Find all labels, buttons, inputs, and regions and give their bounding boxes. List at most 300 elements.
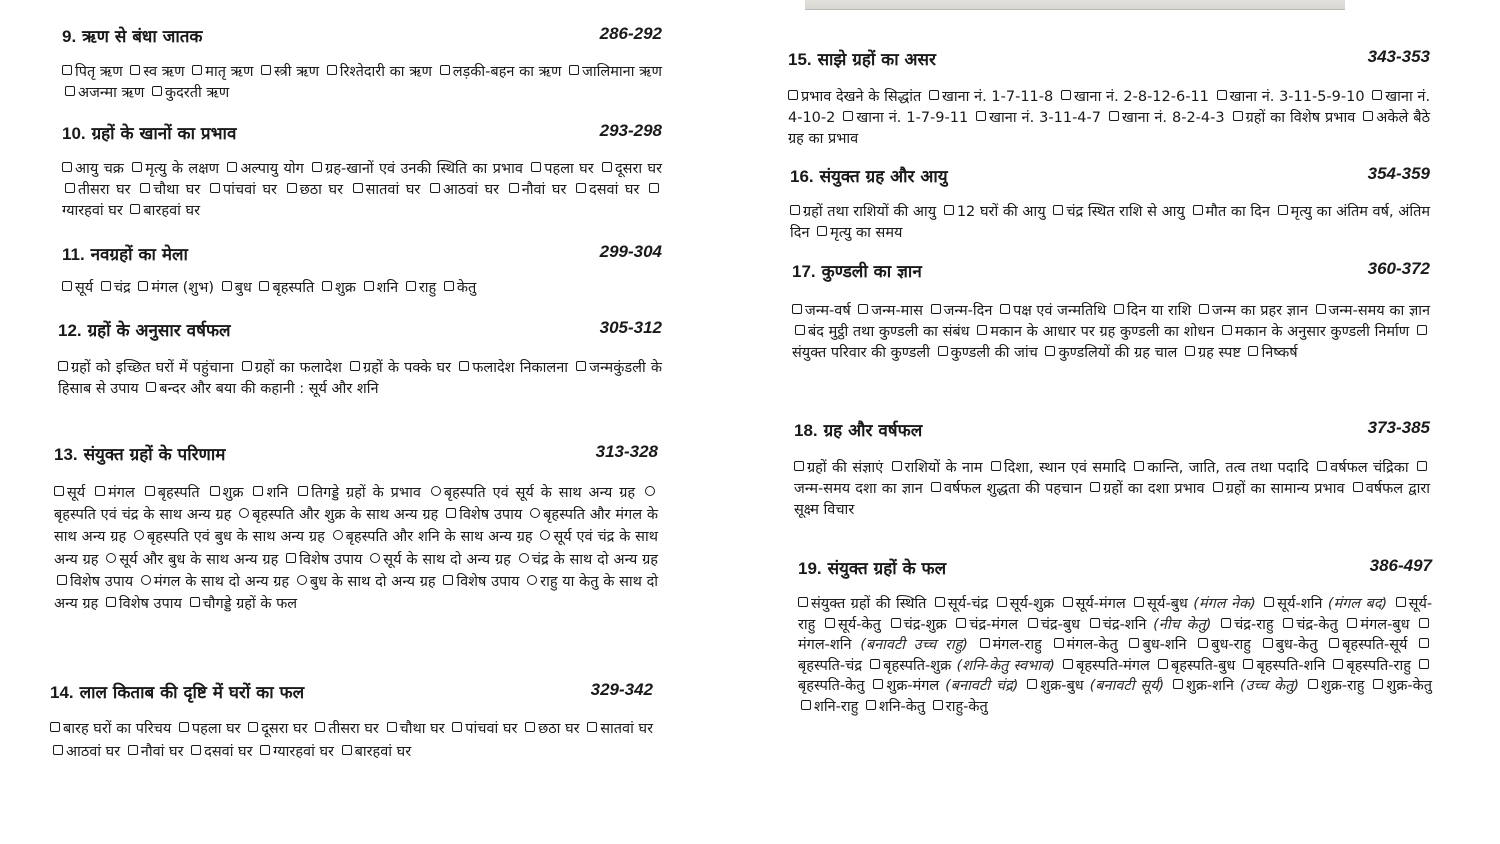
topic-text: संयुक्त ग्रहों की स्थिति [811, 596, 927, 612]
topic-item [1344, 617, 1409, 633]
topic-item [176, 721, 241, 737]
topic-item [1131, 596, 1256, 612]
checkbox-bullet-icon [322, 281, 332, 291]
chapter-15 [788, 47, 1430, 150]
topic-item [1051, 637, 1118, 653]
topic-item [798, 596, 926, 612]
topic-text: ग्रहों का दशा प्रभाव [1103, 481, 1205, 497]
checkbox-bullet-icon [152, 86, 162, 96]
checkbox-bullet-icon [873, 679, 883, 689]
topic-text: दसवां घर [204, 744, 253, 760]
checkbox-bullet-icon [931, 482, 941, 492]
topic-text: सातवां घर [365, 182, 421, 198]
checkbox-bullet-icon [287, 183, 297, 193]
chapter-title: 13. संयुक्त ग्रहों के परिणाम [54, 445, 226, 465]
topic-item [309, 161, 523, 177]
topic-item [92, 485, 135, 501]
checkbox-bullet-icon [190, 597, 200, 607]
checkbox-bullet-icon [794, 461, 804, 471]
topic-text: मंगल के साथ दो अन्य ग्रह [153, 573, 290, 590]
circle-bullet-icon [540, 530, 550, 540]
topic-text: मंगल-शनि [798, 637, 852, 653]
checkbox-bullet-icon [222, 281, 232, 291]
checkbox-bullet-icon [210, 183, 220, 193]
circle-bullet-icon [370, 553, 380, 563]
topic-text: ग्यारहवां घर [273, 744, 334, 760]
topic-text: चंद्र [113, 280, 131, 296]
topic-item [1182, 345, 1241, 361]
topic-item [224, 161, 303, 177]
topic-item [103, 552, 278, 568]
topic-text: दूसरा घर [261, 721, 308, 737]
checkbox-bullet-icon [801, 700, 811, 710]
topic-text: संयुक्त परिवार की कुण्डली [792, 345, 931, 361]
topic-item [239, 360, 342, 376]
topic-text: पितृ ऋण [75, 64, 123, 80]
page-range: 373-385 [1367, 418, 1430, 437]
topic-text: मकान के अनुसार कुण्डली निर्माण [1235, 324, 1410, 340]
topic-item [930, 699, 988, 715]
topic-item [339, 744, 412, 760]
topic-item [257, 744, 334, 760]
checkbox-bullet-icon [1263, 638, 1273, 648]
topic-text: ग्रह-खानों एवं उनकी स्थिति का प्रभाव [325, 161, 523, 177]
topic-text: सूर्य-मंगल [1075, 596, 1126, 612]
checkbox-bullet-icon [130, 65, 140, 75]
topic-text: बुध-राहु [1211, 637, 1251, 653]
topic-item [250, 485, 288, 501]
topic-text: मंगल-बुध [1360, 616, 1410, 633]
topic-text: कुण्डली की जांच [950, 345, 1038, 361]
checkbox-bullet-icon [531, 162, 541, 172]
topic-text: विशेष उपाय [299, 551, 363, 568]
topic-item [403, 280, 436, 296]
checkbox-bullet-icon [440, 65, 450, 75]
topic-item [127, 64, 184, 80]
checkbox-bullet-icon [1053, 205, 1063, 215]
topic-text: मंगल [108, 485, 135, 501]
topic-text: मकान के आधार पर ग्रह कुण्डली का शोधन [990, 324, 1215, 340]
topic-text: सूर्य-केतु [838, 616, 881, 633]
topic-item [1060, 658, 1150, 674]
checkbox-bullet-icon [1222, 325, 1232, 335]
topic-item [977, 637, 1042, 653]
checkbox-bullet-icon [140, 183, 150, 193]
topic-text: बंद मुट्ठी तथा कुण्डली का संबंध [808, 324, 970, 340]
checkbox-bullet-icon [1353, 482, 1363, 492]
topic-item [867, 658, 1055, 674]
topic-item [187, 596, 298, 612]
checkbox-bullet-icon [350, 361, 360, 371]
checkbox-bullet-icon [1199, 304, 1209, 314]
topic-text: चौथा घर [399, 721, 445, 737]
topic-text: शुक्र-शनि [1186, 678, 1234, 694]
topic-text: नौवां घर [140, 744, 184, 760]
topic-item [142, 485, 200, 501]
checkbox-bullet-icon [145, 486, 155, 496]
chapter-topics [788, 87, 1430, 150]
topic-item [953, 617, 1018, 633]
topic-text: सूर्य-राहु [798, 596, 1433, 633]
checkbox-bullet-icon [1419, 638, 1429, 648]
topic-text: खाना नं. 3-11-4-7 [989, 110, 1101, 126]
chapter-topics [62, 278, 662, 299]
topic-text: वर्षफल शुद्धता की पहचान [943, 481, 1083, 497]
checkbox-bullet-icon [58, 361, 68, 371]
checkbox-bullet-icon [65, 86, 75, 96]
topic-item [814, 225, 902, 241]
topic-text: पहला घर [191, 721, 241, 737]
topic-text: चंद्र-राहु [1234, 616, 1274, 633]
topic-item [1214, 89, 1365, 105]
topic-text: जन्म का प्रहर ज्ञान [1211, 303, 1308, 319]
topic-item [1305, 678, 1365, 694]
topic-text: अल्पायु योग [240, 161, 304, 177]
checkbox-bullet-icon [298, 486, 308, 496]
topic-item [506, 182, 567, 198]
checkbox-bullet-icon [364, 281, 374, 291]
circle-bullet-icon [645, 486, 655, 496]
topic-text: कुण्डलियों की ग्रह चाल [1058, 345, 1178, 361]
topic-text: राहु [418, 280, 437, 296]
checkbox-bullet-icon [1063, 597, 1073, 607]
topic-note: (बनावटी सूर्य) [1089, 678, 1165, 694]
topic-note: (मंगल बद) [1327, 596, 1388, 612]
checkbox-bullet-icon [50, 722, 60, 732]
topic-text: आठवां घर [66, 744, 121, 760]
chapter-14 [50, 680, 653, 764]
topic-item [792, 303, 851, 319]
topic-text: तीसरा घर [328, 721, 379, 737]
topic-text: मृत्यु का अंतिम वर्ष, अंतिम दिन [790, 204, 1431, 241]
checkbox-bullet-icon [977, 325, 987, 335]
checkbox-bullet-icon [191, 745, 201, 755]
topic-item [1060, 596, 1126, 612]
circle-bullet-icon [141, 575, 151, 585]
topic-item [1230, 110, 1356, 126]
topic-item [573, 182, 639, 198]
checkbox-bullet-icon [576, 183, 586, 193]
checkbox-bullet-icon [788, 90, 798, 100]
checkbox-bullet-icon [57, 575, 67, 585]
chapter-title: 11. नवग्रहों का मेला [62, 245, 188, 265]
checkbox-bullet-icon [62, 162, 72, 172]
checkbox-bullet-icon [1129, 638, 1139, 648]
checkbox-bullet-icon [452, 722, 462, 732]
topic-note: (उच्च केतु) [1239, 678, 1300, 694]
checkbox-bullet-icon [260, 745, 270, 755]
topic-item [1042, 345, 1177, 361]
checkbox-bullet-icon [649, 183, 659, 193]
checkbox-bullet-icon [443, 575, 453, 585]
topic-text: बृहस्पति एवं चंद्र के साथ अन्य ग्रह [54, 507, 232, 524]
topic-item [1024, 678, 1164, 694]
checkbox-bullet-icon [1333, 659, 1343, 669]
topic-note: (नीच केतु) [1153, 616, 1212, 633]
topic-text: चंद्र-बुध [1040, 616, 1081, 633]
topic-text: अजन्मा ऋण [78, 85, 145, 101]
topic-text: बारहवां घर [354, 744, 412, 760]
topic-item [361, 280, 399, 296]
topic-text: राहु या केतु के साथ दो अन्य ग्रह [54, 573, 659, 613]
topic-item [143, 381, 378, 397]
topic-text: छठा घर [538, 721, 580, 737]
topic-item [207, 485, 244, 501]
topic-item [125, 744, 184, 760]
topic-text: मृत्यु के लक्षण [145, 161, 220, 177]
chapter-topics [790, 202, 1430, 244]
topic-item [822, 617, 881, 633]
topic-text: खाना नं. 8-2-4-3 [1121, 110, 1225, 126]
topic-text: बन्दर और बया की कहानी : सूर्य और शनि [159, 381, 379, 397]
topic-item [935, 345, 1038, 361]
chapter-title: 18. ग्रह और वर्षफल [794, 421, 923, 441]
checkbox-bullet-icon [261, 65, 271, 75]
topic-text: ग्रहों के पक्के घर [363, 360, 452, 376]
topic-item [1313, 303, 1431, 319]
checkbox-bullet-icon [1233, 111, 1243, 121]
topic-item [1240, 658, 1325, 674]
topic-text: सूर्य-शुक्र [1009, 596, 1055, 612]
checkbox-bullet-icon [1045, 346, 1055, 356]
topic-text: ग्रह स्पष्ट [1197, 345, 1241, 361]
topic-text: स्व ऋण [143, 64, 185, 80]
chapter-topics [62, 62, 662, 104]
topic-item [1260, 637, 1318, 653]
topic-text: मातृ ऋण [205, 64, 254, 80]
checkbox-bullet-icon [387, 722, 397, 732]
topic-item [294, 574, 436, 590]
checkbox-bullet-icon [1000, 304, 1010, 314]
topic-item [219, 280, 252, 296]
topic-item [928, 303, 993, 319]
topic-item [98, 280, 131, 296]
topic-text: पहला घर [544, 161, 594, 177]
chapter-title: 12. ग्रहों के अनुसार वर्षफल [58, 321, 231, 341]
topic-item [138, 574, 289, 590]
checkbox-bullet-icon [1264, 597, 1274, 607]
checkbox-bullet-icon [1243, 659, 1253, 669]
topic-item [1111, 303, 1191, 319]
topic-text: जन्म-वर्ष [805, 303, 851, 319]
topic-item [443, 507, 522, 523]
checkbox-bullet-icon [353, 183, 363, 193]
topic-item [1025, 617, 1080, 633]
topic-text: खाना नं. 3-11-5-9-10 [1229, 89, 1365, 105]
topic-text: शुक्र-केतु [1386, 678, 1432, 694]
checkbox-bullet-icon [938, 346, 948, 356]
topic-note: (शनि-केतु स्वभाव) [956, 657, 1055, 674]
checkbox-bullet-icon [132, 162, 142, 172]
topic-text: जन्म-समय दशा का ज्ञान [794, 481, 923, 497]
topic-text: शुक्र [334, 280, 356, 296]
topic-item [245, 721, 307, 737]
checkbox-bullet-icon [406, 281, 416, 291]
page-range: 354-359 [1367, 164, 1430, 183]
topic-text: शनि-केतु [878, 698, 926, 715]
topic-item [347, 360, 451, 376]
checkbox-bullet-icon [798, 597, 808, 607]
topic-item [437, 64, 562, 80]
checkbox-bullet-icon [569, 65, 579, 75]
checkbox-bullet-icon [253, 486, 263, 496]
topic-item [994, 596, 1054, 612]
topic-item [1219, 324, 1409, 340]
topic-text: आयु चक्र [75, 161, 124, 177]
checkbox-bullet-icon [1217, 90, 1227, 100]
topic-text: बृहस्पति और मंगल के साथ अन्य ग्रह [54, 507, 658, 546]
checkbox-bullet-icon [446, 508, 456, 518]
chapter-title: 16. संयुक्त ग्रह और आयु [790, 167, 948, 187]
topic-text: बुध [234, 280, 252, 296]
checkbox-bullet-icon [825, 618, 835, 628]
chapter-title: 14. लाल किताब की दृष्टि में घरों का फल [50, 683, 305, 703]
checkbox-bullet-icon [312, 162, 322, 172]
topic-note: (मंगल नेक) [1193, 596, 1256, 612]
topic-text: दूसरा घर [614, 161, 663, 177]
checkbox-bullet-icon [1363, 111, 1373, 121]
topic-text: बृहस्पति एवं सूर्य के साथ अन्य ग्रह [443, 485, 636, 501]
topic-item [974, 324, 1214, 340]
checkbox-bullet-icon [1198, 638, 1208, 648]
circle-bullet-icon [333, 530, 343, 540]
topic-item [62, 280, 93, 296]
topic-text: चंद्र-मंगल [969, 616, 1019, 633]
topic-item [1195, 637, 1251, 653]
checkbox-bullet-icon [101, 281, 111, 291]
topic-text: सूर्य [67, 485, 86, 501]
topic-text: बृहस्पति [157, 485, 200, 501]
checkbox-bullet-icon [146, 382, 156, 392]
topic-item [516, 552, 658, 568]
topic-item [427, 182, 499, 198]
checkbox-bullet-icon [1193, 205, 1203, 215]
chapter-12 [58, 318, 662, 400]
checkbox-bullet-icon [1316, 304, 1326, 314]
chapter-topics [792, 301, 1430, 364]
topic-text: विशेष उपाय [118, 596, 182, 613]
topic-text: कान्ति, जाति, तत्व तथा पदादि [1147, 460, 1309, 476]
topic-item [256, 280, 314, 296]
topic-text: बृहस्पति-शनि [1256, 657, 1326, 674]
checkbox-bullet-icon [227, 162, 237, 172]
topic-item [566, 64, 662, 80]
topic-note: (बनावटी उच्च राहु) [860, 637, 968, 653]
checkbox-bullet-icon [980, 638, 990, 648]
topic-text: ग्रहों तथा राशियों की आयु [803, 204, 937, 220]
topic-item [440, 574, 519, 590]
topic-item [135, 280, 214, 296]
topic-item [988, 460, 1126, 476]
topic-text: दिन या राशि [1126, 303, 1192, 319]
checkbox-bullet-icon [866, 700, 876, 710]
left-page [0, 0, 740, 844]
topic-item [584, 721, 653, 737]
topic-item [319, 280, 356, 296]
topic-text: खाना नं. 2-8-12-6-11 [1073, 89, 1209, 105]
topic-item [1370, 678, 1432, 694]
topic-text: प्रभाव देखने के सिद्धांत [801, 89, 922, 105]
chapter-topics [794, 458, 1430, 521]
page-range: 343-353 [1367, 47, 1430, 66]
topic-item [1245, 345, 1297, 361]
checkbox-bullet-icon [1114, 304, 1124, 314]
topic-text: शुक्र-राहु [1320, 678, 1365, 694]
checkbox-bullet-icon [342, 745, 352, 755]
chapter-topics [54, 482, 658, 615]
topic-item [149, 85, 229, 101]
checkbox-bullet-icon [459, 361, 469, 371]
page-range: 386-497 [1369, 556, 1432, 575]
topic-item [1326, 637, 1407, 653]
circle-bullet-icon [527, 575, 537, 585]
topic-item [1330, 658, 1411, 674]
topic-text: मृत्यु का समय [830, 225, 903, 241]
topic-item [888, 617, 947, 633]
topic-item [258, 64, 319, 80]
topic-item [54, 574, 133, 590]
topic-item [54, 485, 85, 501]
checkbox-bullet-icon [138, 281, 148, 291]
topic-item [1155, 658, 1235, 674]
topic-text: खाना नं. 1-7-11-8 [941, 89, 1054, 105]
checkbox-bullet-icon [795, 325, 805, 335]
topic-text: सूर्य-शनि [1277, 596, 1323, 612]
checkbox-bullet-icon [1134, 461, 1144, 471]
checkbox-bullet-icon [525, 722, 535, 732]
topic-item [131, 529, 325, 545]
topic-item [522, 721, 580, 737]
checkbox-bullet-icon [576, 361, 586, 371]
topic-item [1218, 617, 1274, 633]
checkbox-bullet-icon [62, 65, 72, 75]
chapter-topics [58, 358, 662, 400]
topic-text: बृहस्पति और शनि के साथ अन्य ग्रह [345, 529, 533, 546]
topic-item [58, 360, 234, 376]
topic-text: बृहस्पति-सूर्य [1342, 637, 1408, 653]
topic-text: जालिमाना ऋण [582, 64, 662, 80]
topic-text: चौथा घर [153, 182, 201, 198]
checkbox-bullet-icon [1027, 679, 1037, 689]
checkbox-bullet-icon [1373, 679, 1383, 689]
topic-text: बुध-शनि [1142, 637, 1187, 653]
checkbox-bullet-icon [790, 205, 800, 215]
chapter-title: 19. संयुक्त ग्रहों के फल [798, 559, 947, 579]
checkbox-bullet-icon [1417, 325, 1427, 335]
topic-item [1261, 596, 1387, 612]
topic-text: शनि [266, 485, 289, 501]
circle-bullet-icon [530, 508, 540, 518]
topic-text: चंद्र-शुक्र [903, 616, 947, 633]
topic-text: बारहवां घर [143, 203, 200, 219]
checkbox-bullet-icon [210, 486, 220, 496]
topic-text: मौत का दिन [1205, 204, 1270, 220]
chapter-10 [62, 121, 662, 222]
checkbox-bullet-icon [179, 722, 189, 732]
checkbox-bullet-icon [1308, 679, 1318, 689]
chapter-13 [54, 442, 658, 615]
topic-item [792, 324, 970, 340]
topic-text: शनि-राहु [814, 698, 859, 715]
checkbox-bullet-icon [54, 486, 64, 496]
topic-item [528, 161, 593, 177]
topic-item [449, 721, 517, 737]
checkbox-bullet-icon [65, 183, 75, 193]
topic-item [350, 182, 421, 198]
topic-text: बृहस्पति [272, 280, 315, 296]
checkbox-bullet-icon [1213, 482, 1223, 492]
topic-text: निष्कर्ष [1261, 345, 1298, 361]
